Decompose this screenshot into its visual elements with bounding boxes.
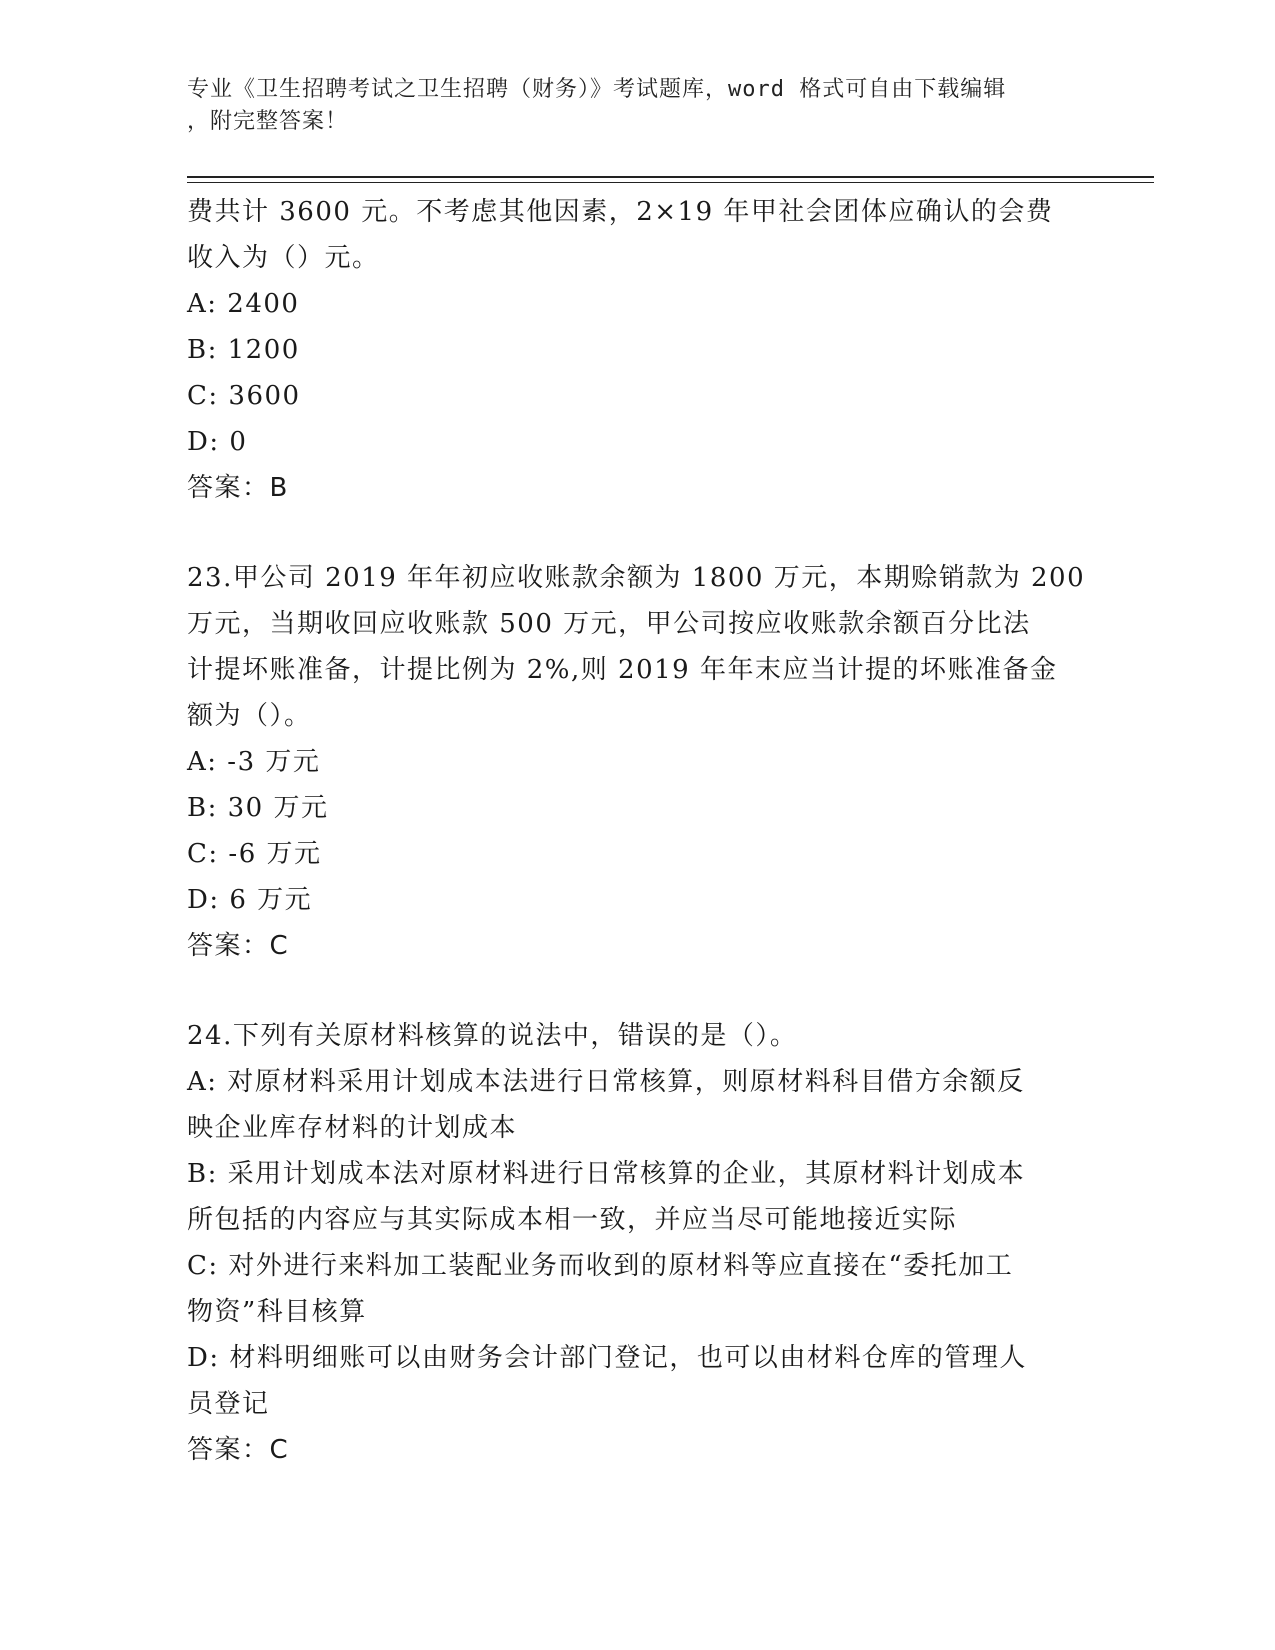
option-a-continued: 映企业库存材料的计划成本 [187,1113,518,1143]
answer-label: 答案：B [187,473,289,503]
option-d: D: 0 [187,427,248,457]
question-stem-line: 费共计 3600 元。不考虑其他因素，2×19 年甲社会团体应确认的会费 [187,197,1054,227]
question-23 [187,555,1086,969]
option-d: D: 6 万元 [187,885,313,915]
option-a: A: -3 万元 [187,747,321,777]
option-d-continued: 员登记 [187,1389,270,1419]
header-line-1: 专业《卫生招聘考试之卫生招聘（财务）》考试题库，word 格式可自由下载编辑 [187,77,1007,102]
question-22 [187,189,1077,511]
option-c-continued: 物资”科目核算 [187,1297,367,1327]
question-stem-line: 收入为（）元。 [187,243,380,273]
option-d: D: 材料明细账可以由财务会计部门登记，也可以由材料仓库的管理人 [187,1343,1027,1373]
option-b-continued: 所包括的内容应与其实际成本相一致，并应当尽可能地接近实际 [187,1205,958,1235]
option-c: C: -6 万元 [187,839,322,869]
option-c: C: 对外进行来料加工装配业务而收到的原材料等应直接在“委托加工 [187,1251,1014,1281]
question-stem-line: 24.下列有关原材料核算的说法中，错误的是（）。 [187,1021,798,1051]
question-24 [187,1013,1077,1473]
header-line-2: ，附完整答案！ [187,109,349,134]
header-rule-thin [187,182,1154,183]
question-content [187,189,1086,1473]
option-b: B: 采用计划成本法对原材料进行日常核算的企业，其原材料计划成本 [187,1159,1026,1189]
page-header [187,74,1067,138]
header-rule-thick [187,176,1154,178]
option-b: B: 30 万元 [187,793,329,823]
question-stem-line: 额为（）。 [187,701,312,731]
answer-label: 答案：C [187,931,290,961]
spacer [187,511,1077,555]
question-stem-line: 23.甲公司 2019 年年初应收账款余额为 1800 万元，本期赊销款为 200 [187,563,1086,593]
option-b: B: 1200 [187,335,300,365]
option-a: A: 对原材料采用计划成本法进行日常核算，则原材料科目借方余额反 [187,1067,1025,1097]
option-c: C: 3600 [187,381,301,411]
answer-label: 答案：C [187,1435,290,1465]
question-stem-line: 万元，当期收回应收账款 500 万元，甲公司按应收账款余额百分比法 [187,609,1031,639]
question-stem-line: 计提坏账准备，计提比例为 2%,则 2019 年年末应当计提的坏账准备金 [187,655,1058,685]
spacer [187,969,1077,1013]
option-a: A: 2400 [187,289,300,319]
